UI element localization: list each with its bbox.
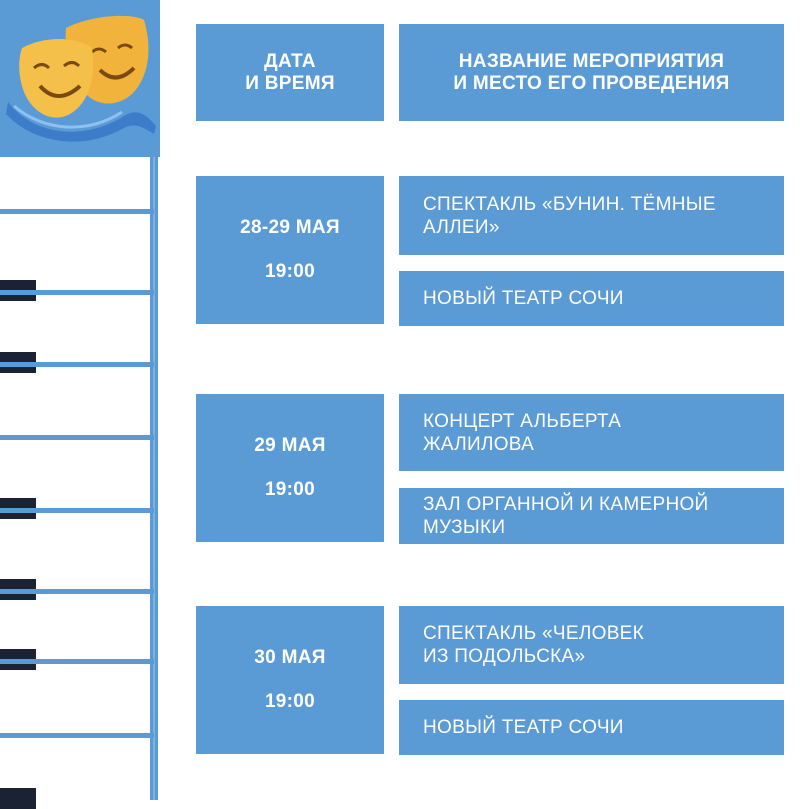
- piano-line: [0, 508, 154, 513]
- event-place-cell: [399, 700, 784, 755]
- event-title: КОНЦЕРТ АЛЬБЕРТА ЖАЛИЛОВА: [423, 410, 622, 455]
- event-date-cell: [196, 176, 384, 324]
- event-place-cell: [399, 271, 784, 326]
- event-time: 19:00: [264, 261, 316, 282]
- event-place-cell: [399, 488, 784, 544]
- event-date-cell: [196, 394, 384, 542]
- event-time: 19:00: [264, 479, 316, 500]
- piano-line: [0, 659, 154, 664]
- header-event-place: [399, 24, 784, 121]
- logo-panel: [0, 0, 160, 157]
- event-date: 28-29 МАЯ: [240, 217, 340, 238]
- piano-line: [0, 733, 154, 738]
- event-place: ЗАЛ ОРГАННОЙ И КАМЕРНОЙ МУЗЫКИ: [423, 494, 709, 538]
- event-place: НОВЫЙ ТЕАТР СОЧИ: [423, 288, 624, 309]
- event-title-cell: [399, 606, 784, 684]
- piano-line: [0, 209, 154, 214]
- piano-line: [0, 290, 154, 295]
- piano-key: [0, 788, 36, 809]
- piano-line: [0, 589, 154, 594]
- event-date-cell: [196, 606, 384, 754]
- event-date: 30 МАЯ: [254, 647, 326, 668]
- event-title-cell: [399, 394, 784, 471]
- sidebar-decoration: [0, 0, 162, 800]
- theater-masks-icon: [4, 6, 160, 146]
- event-place: НОВЫЙ ТЕАТР СОЧИ: [423, 717, 624, 738]
- event-title: СПЕКТАКЛЬ «ЧЕЛОВЕК ИЗ ПОДОЛЬСКА»: [423, 623, 645, 667]
- event-title: СПЕКТАКЛЬ «БУНИН. ТЁМНЫЕ АЛЛЕИ»: [423, 193, 716, 238]
- event-date: 29 МАЯ: [254, 435, 326, 456]
- header-date-time-label: ДАТА И ВРЕМЯ: [245, 50, 335, 94]
- piano-line: [0, 362, 154, 367]
- piano-line: [0, 435, 154, 440]
- header-date-time: [196, 24, 384, 121]
- event-time: 19:00: [264, 691, 316, 712]
- event-title-cell: [399, 176, 784, 255]
- header-event-place-label: НАЗВАНИЕ МЕРОПРИЯТИЯ И МЕСТО ЕГО ПРОВЕДЕНИЯ: [453, 50, 730, 94]
